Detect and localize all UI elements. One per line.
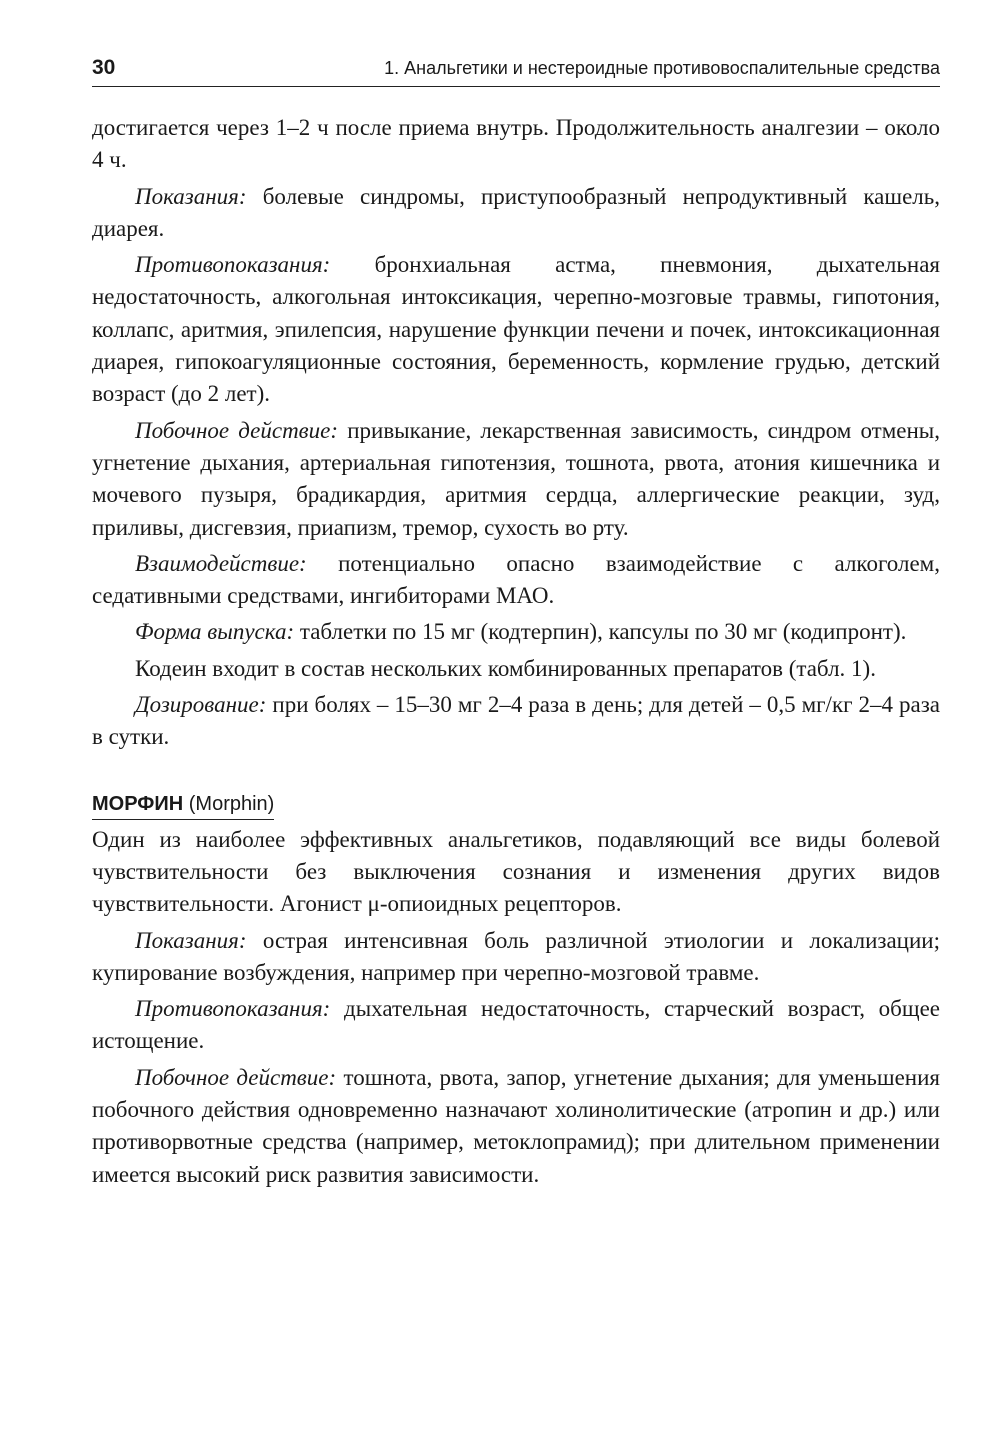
side-effects-text: привыкание, лекарственная зависимость, синдром отмены, угнетение дыхания, артериальная гипотензия, тошнота, рвота, атония кишечника и мочевого пузыря, брадикардия, аритмия сердца, аллергические реакции, зуд, приливы, дисгевзия, приапизм, тремор, сухость во рту. <box>92 417 940 540</box>
running-title: 1. Анальгетики и нестероидные противовоспалительные средства <box>384 58 940 78</box>
contraindications-text: дыхательная недостаточность, старческий возраст, общее истощение. <box>92 996 940 1054</box>
indications-label: Показания: <box>135 927 247 953</box>
morphine-contraindications <box>92 993 940 1058</box>
side-effects-text: тошнота, рвота, запор, угнетение дыхания; для уменьшения побочного действия одновременно назначают холинолитические (атропин и др.) или противорвотные средства (например, метоклопрамид); при длительном применении имеется высокий риск развития зависимости. <box>92 1064 940 1187</box>
interactions-text: потенциально опасно взаимодействие с алкоголем, седативными средствами, ингибиторами МАО. <box>92 550 940 609</box>
indications-text: болевые синдромы, приступообразный непродуктивный кашель, диарея. <box>92 183 940 241</box>
codeine-side-effects <box>92 415 940 544</box>
codeine-combination-note: Кодеин входит в состав нескольких комбинированных препаратов (табл. 1). <box>135 655 876 681</box>
release-form-label: Форма выпуска: <box>135 619 295 645</box>
page-header <box>92 52 940 87</box>
codeine-dosage <box>92 689 940 754</box>
morphine-indications <box>92 925 940 990</box>
contraindications-label: Противопоказания: <box>135 252 331 278</box>
contraindications-label: Противопоказания: <box>135 996 331 1022</box>
morphine-name: МОРФИН <box>92 792 184 815</box>
morphine-side-effects <box>92 1062 940 1191</box>
codeine-release-form <box>92 616 940 648</box>
interactions-label: Взаимодействие: <box>135 550 307 576</box>
side-effects-label: Побочное действие: <box>135 417 339 443</box>
codeine-interactions <box>92 548 940 613</box>
dosage-text: при болях – 15–30 мг 2–4 раза в день; для детей – 0,5 мг/кг 2–4 раза в сутки. <box>92 692 940 750</box>
release-form-text: таблетки по 15 мг (кодтерпин), капсулы по 30 мг (кодипронт). <box>294 619 907 645</box>
codeine-intro: достигается через 1–2 ч после приема внутрь. Продолжительность аналгезии – около 4 ч. <box>92 115 940 173</box>
page-number: 30 <box>92 56 116 79</box>
contraindications-text: бронхиальная астма, пневмония, дыхательная недостаточность, алкогольная интоксикация, черепно-мозговые травмы, гипотония, коллапс, аритмия, эпилепсия, нарушение функции печени и почек, интоксикационная диарея, гипокоагуляционные состояния, беременность, кормление грудью, детский возраст (до 2 лет). <box>92 252 940 407</box>
codeine-contraindications <box>92 249 940 410</box>
morphine-latin-name: (Morphin) <box>183 792 275 815</box>
dosage-label: Дозирование: <box>135 692 267 718</box>
side-effects-label: Побочное действие: <box>135 1064 337 1090</box>
morphine-intro: Один из наиболее эффективных анальгетиков, подавляющий все виды болевой чувствительности без выключения сознания и изменения других видов чувствительности. Агонист μ-опиоидных рецепторов. <box>92 826 940 917</box>
body-text <box>92 112 940 1195</box>
indications-text: острая интенсивная боль различной этиологии и локализации; купирование возбуждения, например при черепно-мозговой травме. <box>92 927 940 985</box>
morphine-heading <box>92 790 940 820</box>
indications-label: Показания: <box>135 183 247 209</box>
codeine-indications <box>92 181 940 246</box>
